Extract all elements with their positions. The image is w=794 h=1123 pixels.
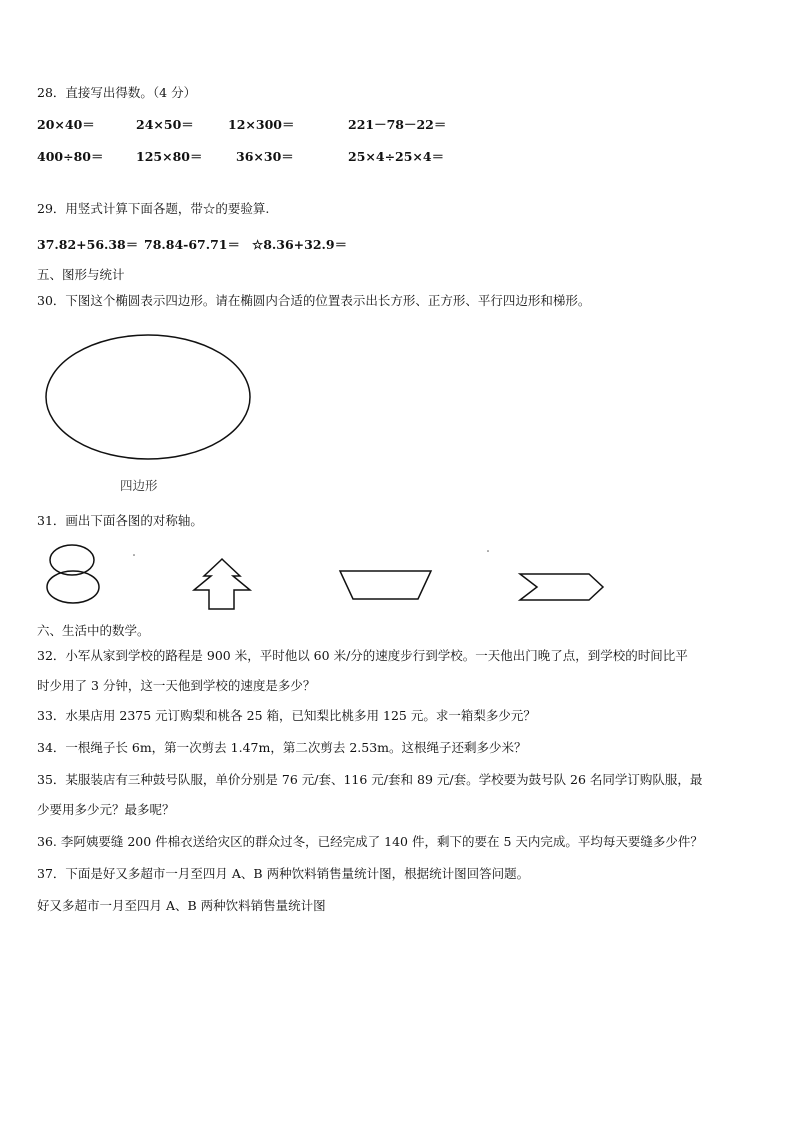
q37-text: 37．下面是好又多超市一月至四月 A、B 两种饮料销售量统计图，根据统计图回答问题。 [37,866,530,881]
q31-title: 31．画出下面各图的对称轴。 [37,513,203,528]
section-6-heading: 六、生活中的数学。 [37,623,150,638]
q37-chart-title: 好又多超市一月至四月 A、B 两种饮料销售量统计图 [37,898,326,913]
q32-line-1: 32．小军从家到学校的路程是 900 米，平时他以 60 米/分的速度步行到学校。一天他出门晚了点，到学校的时间比平 [37,648,688,663]
section-5-heading: 五、图形与统计 [37,267,125,282]
q29-item-2: 78.84-67.71＝ [144,237,240,252]
figure-eight [47,545,99,603]
q28-item-2: 24×50＝ [136,117,194,132]
q36-text: 36. 李阿姨要缝 200 件棉衣送给灾区的群众过冬，已经完成了 140 件，剩下的要在 5 天内完成。平均每天要缝多少件？ [37,834,703,849]
q28-item-3: 12×300＝ [228,117,295,132]
q35-line-2: 少要用多少元？最多呢？ [37,802,175,817]
ellipse-label: 四边形 [120,478,158,493]
q35-line-1: 35．某服装店有三种鼓号队服，单价分别是 76 元/套、116 元/套和 89 元/套。学校要为鼓号队 26 名同学订购队服，最 [37,772,703,787]
figure-tree-arrow [194,559,250,609]
q29-item-3: ☆8.36+32.9＝ [252,237,348,252]
q28-item-1: 20×40＝ [37,117,95,132]
q28-item-5: 400÷80＝ [37,149,104,164]
figure-chevron [520,574,603,600]
q28-item-4: 221－78－22＝ [348,117,447,132]
q28-item-6: 125×80＝ [136,149,203,164]
q28-item-7: 36×30＝ [236,149,294,164]
q32-line-2: 时少用了 3 分钟，这一天他到学校的速度是多少？ [37,678,316,693]
q29-title: 29．用竖式计算下面各题，带☆的要验算. [37,201,270,216]
q30-title: 30．下图这个椭圆表示四边形。请在椭圆内合适的位置表示出长方形、正方形、平行四边形和梯形。 [37,293,591,308]
q34-text: 34．一根绳子长 6m，第一次剪去 1.47m，第二次剪去 2.53m。这根绳子还剩多少米？ [37,740,527,755]
q28-title: 28．直接写出得数。（4 分） [37,85,197,100]
q29-item-1: 37.82+56.38＝ [37,237,139,252]
figure-trapezoid [340,571,431,599]
q33-text: 33．水果店用 2375 元订购梨和桃各 25 箱，已知梨比桃多用 125 元。求一箱梨多少元？ [37,708,536,723]
q28-item-8: 25×4÷25×4＝ [348,149,445,164]
